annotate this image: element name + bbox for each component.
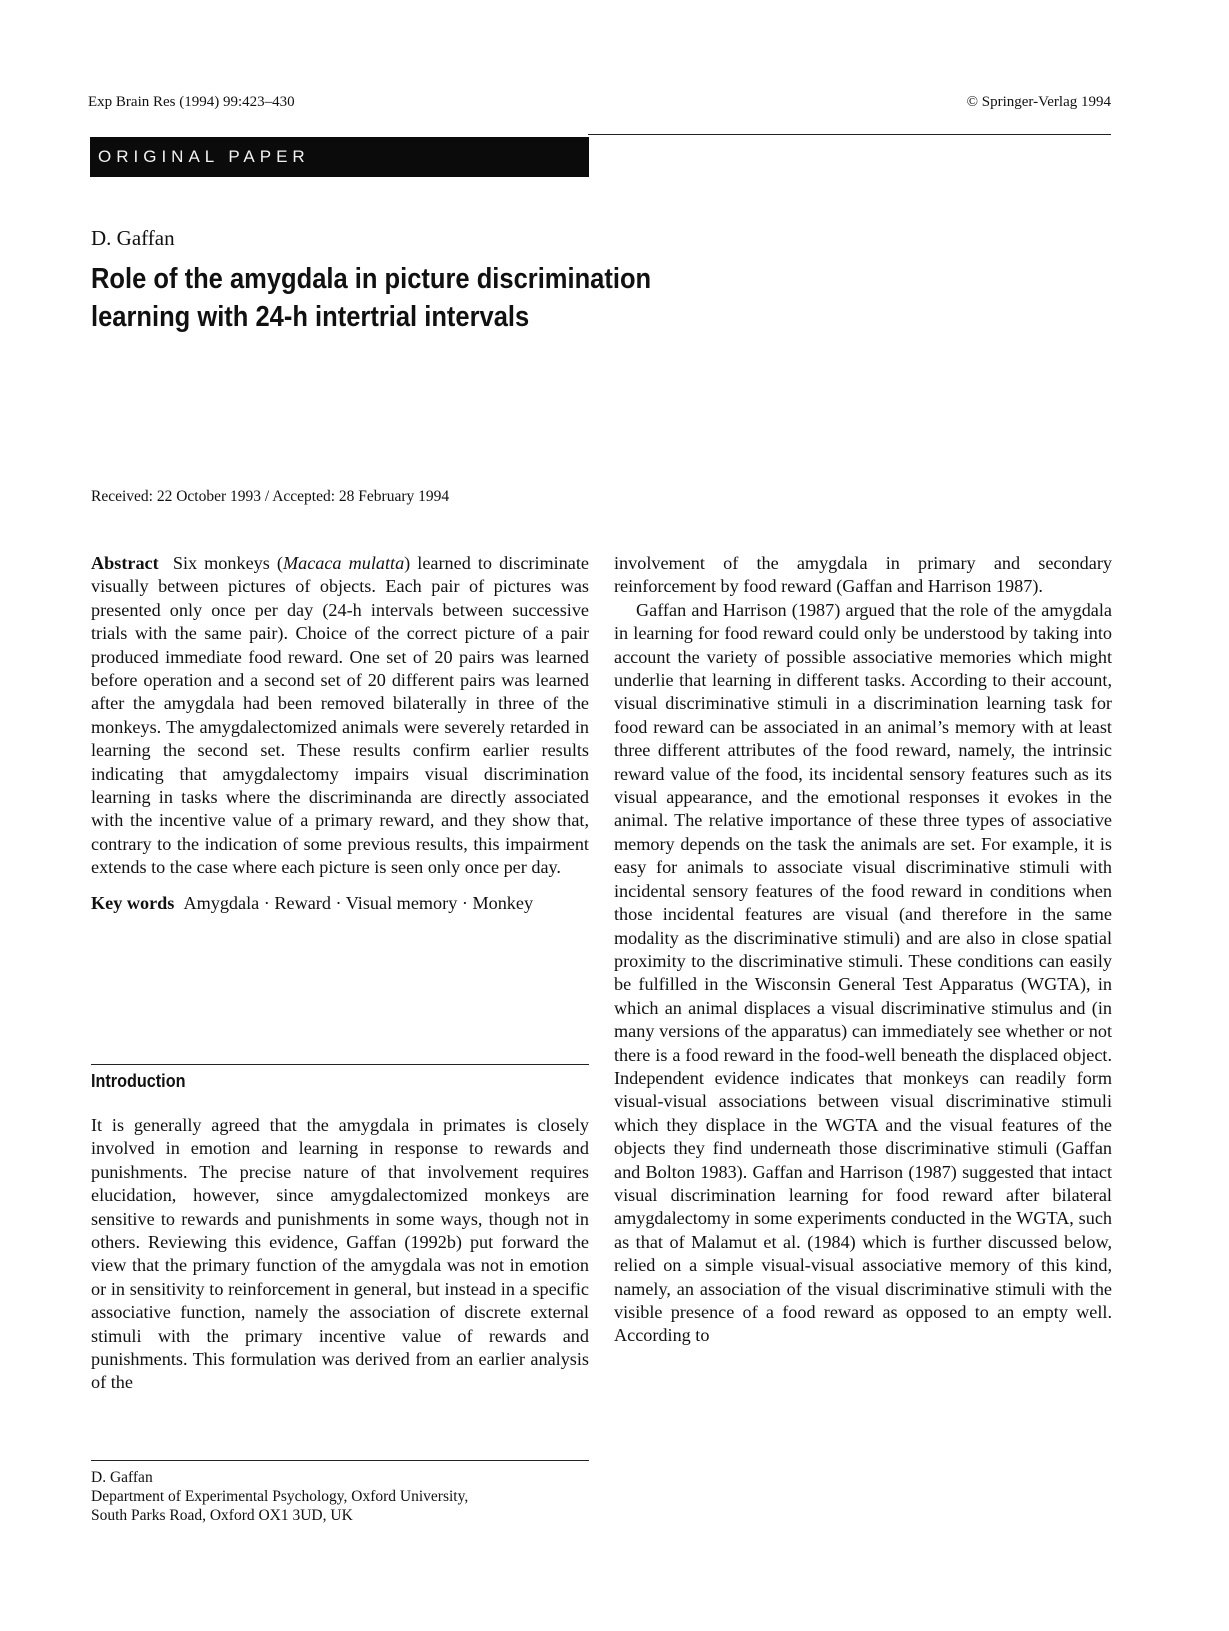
species-name: Macaca mulatta: [282, 553, 405, 573]
copyright-notice: © Springer-Verlag 1994: [966, 94, 1111, 110]
abstract-text-start: Six monkeys (: [172, 553, 283, 573]
author-name: D. Gaffan: [91, 226, 175, 250]
abstract-text-end: ) learned to discriminate visually between pictures of objects. Each pair of pictures was presented only once per day (24-h intervals between successive trials with the same pair). Choice of the correct picture of a pair produced immediate food reward. One set of 20 pairs was learned before operation and a second set of 20 different pairs was learned after the amygdala had been removed bilaterally in three of the monkeys. The amygdalectomized animals were severely retarded in learning the second set. These results confirm earlier results indicating that amygdalectomy impairs visual discrimination learning in tasks where the discriminanda are directly associated with the incentive value of a primary reward, and they show that, contrary to the indication of some previous results, this impairment extends to the case where each picture is seen only once per day.: [91, 553, 589, 878]
title-line-2: learning with 24-h intertrial intervals: [91, 301, 530, 333]
title-line-1: Role of the amygdala in picture discrimination: [91, 263, 652, 295]
journal-citation: Exp Brain Res (1994) 99:423–430: [88, 94, 295, 110]
section-banner: ORIGINAL PAPER: [90, 137, 589, 177]
footnote-address: South Parks Road, Oxford OX1 3UD, UK: [91, 1507, 353, 1524]
left-column: [91, 552, 589, 1524]
right-column: [614, 552, 1112, 1348]
body-paragraph-1: involvement of the amygdala in primary and secondary reinforcement by food reward (Gaffan and Harrison 1987).: [614, 553, 1112, 597]
footnote-affiliation: Department of Experimental Psychology, Oxford University,: [91, 1488, 469, 1505]
keywords-text: Amygdala · Reward · Visual memory · Monkey: [183, 892, 534, 913]
received-accepted-dates: Received: 22 October 1993 / Accepted: 28 February 1994: [91, 488, 450, 505]
body-paragraph-2: Gaffan and Harrison (1987) argued that the role of the amygdala in learning for food reward could only be understood by taking into account the variety of possible associative memories which might underlie that learning in different tasks. According to their account, visual discriminative stimuli in a discrimination learning task for food reward can be associated in an animal’s memory with at least three different attributes of the food reward, namely, the intrinsic reward value of the food, its incidental sensory features such as its visual appearance, and the emotional responses it evokes in the animal. The relative importance of these three types of associative memory depends on the task the animals are set. For example, it is easy for animals to associate visual discriminative stimuli with incidental sensory features of the food reward in conditions when those incidental features are visual (and therefore in the same modality as the discriminative stimuli) and are also in close spatial proximity to the discriminative stimuli. These conditions can easily be fulfilled in the Wisconsin General Test Apparatus (WGTA), in which an animal displaces a visual discriminative stimulus and (in many versions of the apparatus) can immediately see whether or not there is a food reward in the food-well beneath the displaced object. Independent evidence indicates that monkeys can readily form visual-visual associations between visual discriminative stimuli which they displace in the WGTA and the visual features of the objects they find underneath those discriminative stimuli (Gaffan and Bolton 1983). Gaffan and Harrison (1987) suggested that intact visual discrimination learning for food reward after bilateral amygdalectomy in some experiments conducted in the WGTA, such as that of Malamut et al. (1984) which is further discussed below, relied on a simple visual-visual associative memory of this kind, namely, an association of the visual discriminative stimuli with the visible presence of a food reward as opposed to an empty well. According to: [614, 599, 1112, 1346]
footnote-rule: [91, 1460, 589, 1461]
author-footnote: [91, 1468, 468, 1525]
footnote-author: D. Gaffan: [91, 1469, 153, 1486]
keywords-label: Key words: [91, 892, 175, 913]
introduction-paragraph: It is generally agreed that the amygdala in primates is closely involved in emotion and learning in response to rewards and punishments. The precise nature of that involvement requires elucidation, however, since amygdalectomized monkeys are sensitive to rewards and punishments in some ways, though not in others. Reviewing this evidence, Gaffan (1992b) put forward the view that the primary function of the amygdala was not in emotion or in sensitivity to reinforcement in general, but instead in a specific associative function, namely the association of discrete external stimuli with the primary incentive value of rewards and punishments. This formulation was derived from an earlier analysis of the: [91, 1115, 589, 1393]
keywords: [91, 892, 589, 915]
abstract-label: Abstract: [91, 553, 159, 573]
paper-title: [91, 260, 707, 336]
header-rule: [588, 134, 1111, 135]
introduction-rule: [91, 1064, 589, 1065]
introduction-heading: Introduction: [91, 1071, 186, 1091]
abstract: [91, 552, 589, 880]
